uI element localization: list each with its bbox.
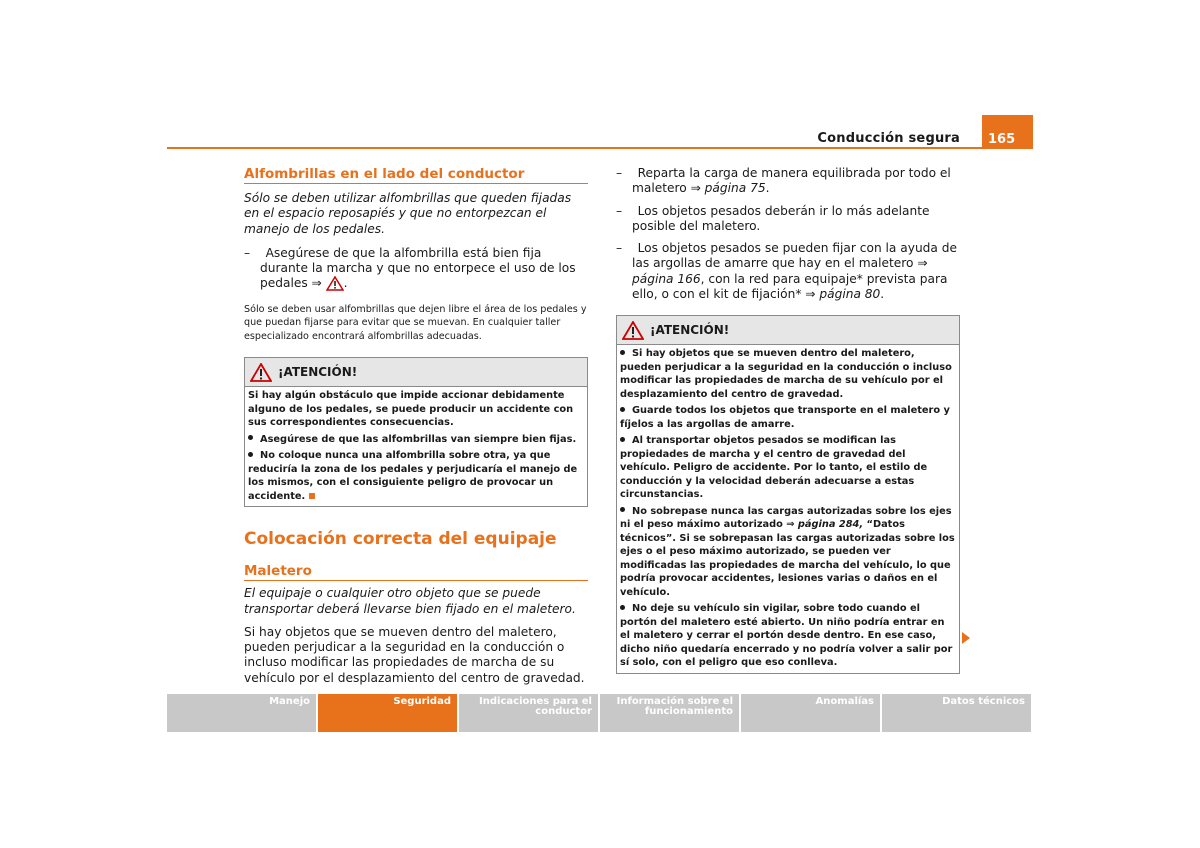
section-title-luggage: Colocación correcta del equipaje bbox=[244, 529, 557, 550]
bullet-icon bbox=[248, 452, 253, 457]
page-reference-link[interactable]: página 166 bbox=[632, 271, 701, 286]
nav-tab-manejo[interactable]: Manejo bbox=[167, 694, 316, 732]
warning-title: ¡ATENCIÓN! bbox=[278, 365, 358, 380]
warning-item: No coloque nunca una alfombrilla sobre otra, ya que reduciría la zona de los pedales y perjudicaría el manejo de los mismos, con el consiguiente peligro de provocar un accidente. bbox=[248, 450, 578, 502]
chapter-nav bbox=[167, 694, 1033, 732]
warning-title: ¡ATENCIÓN! bbox=[650, 323, 730, 338]
running-header-title: Conducción segura bbox=[817, 131, 960, 146]
trunk-intro: El equipaje o cualquier otro objeto que se puede transportar deberá llevarse bien fijado en el maletero. bbox=[244, 586, 576, 616]
warning-box-luggage bbox=[616, 315, 960, 674]
nav-tab-datos-tecnicos[interactable]: Datos técnicos bbox=[882, 694, 1031, 732]
right-column bbox=[616, 166, 960, 674]
bullet-icon bbox=[248, 435, 253, 440]
warning-intro: Si hay algún obstáculo que impide accionar debidamente alguno de los pedales, se puede producir un accidente con sus correspondientes consecuencias. bbox=[248, 390, 574, 429]
warning-header bbox=[245, 358, 587, 387]
warning-item: Al transportar objetos pesados se modifican las propiedades de marcha y el centro de gravedad del vehículo. Peligro de accidente. Por lo tanto, el estilo de conducción y la velocidad deberán adecuarse a estas circunstancias. bbox=[620, 435, 928, 501]
bullet-icon bbox=[620, 350, 625, 355]
trunk-step-2: – Los objetos pesados deberán ir lo más adelante posible del maletero. bbox=[616, 203, 930, 233]
page-reference-link[interactable]: página 80 bbox=[819, 287, 881, 302]
nav-tab-seguridad[interactable]: Seguridad bbox=[318, 694, 457, 732]
floor-mats-note: Sólo se deben usar alfombrillas que dejen libre el área de los pedales y que puedan fijarse para evitar que se muevan. En cualquier taller especializado encontrará alfombrillas adecuadas. bbox=[244, 303, 587, 342]
warning-body bbox=[617, 345, 959, 673]
bullet-icon bbox=[620, 407, 625, 412]
warning-item: Asegúrese de que las alfombrillas van siempre bien fijas. bbox=[248, 433, 584, 447]
nav-tab-indicaciones[interactable]: Indicaciones para el conductor bbox=[459, 694, 598, 732]
warning-triangle-icon bbox=[250, 363, 272, 382]
warning-triangle-icon bbox=[622, 321, 644, 340]
section-title-floor-mats: Alfombrillas en el lado del conductor bbox=[244, 166, 588, 184]
left-column bbox=[244, 166, 588, 686]
trunk-step-3: – Los objetos pesados se pueden fijar con la ayuda de las argollas de amarre que hay en el maletero ⇒ página 166, con la red para equipaje* prevista para ello, o con el kit de fijación* ⇒ página 80. bbox=[616, 241, 957, 302]
trunk-body: Si hay objetos que se mueven dentro del maletero, pueden perjudicar a la seguridad en la conducción o incluso modificar las propiedades de marcha de su vehículo por el desplazamiento del centro de gravedad. bbox=[244, 624, 585, 685]
page-reference-link[interactable]: página 284, bbox=[797, 519, 864, 531]
nav-tab-informacion[interactable]: Información sobre el funcionamiento bbox=[600, 694, 739, 732]
warning-item: No deje su vehículo sin vigilar, sobre todo cuando el portón del maletero esté abierto. Un niño podría entrar en el maletero y cerrar el portón desde dentro. En ese caso, dicho niño quedaría encerrado y no podría volver a salir por sí solo, con el peligro que eso conlleva. bbox=[620, 603, 953, 669]
floor-mats-intro: Sólo se deben utilizar alfombrillas que queden fijadas en el espacio reposapiés y que no entorpezcan el manejo de los pedales. bbox=[244, 191, 572, 236]
bullet-icon bbox=[620, 507, 625, 512]
warning-body bbox=[245, 387, 587, 506]
warning-item: Guarde todos los objetos que transporte en el maletero y fíjelos a las argollas de amarre. bbox=[620, 405, 950, 430]
floor-mats-step: – Asegúrese de que la alfombrilla está bien fija durante la marcha y que no entorpece el uso de los pedales ⇒ . bbox=[244, 245, 576, 291]
warning-header bbox=[617, 316, 959, 345]
warning-item: No sobrepase nunca las cargas autorizadas sobre los ejes ni el peso máximo autorizado ⇒ página 284, “Datos técnicos”. Si se sobrepasan las cargas autorizadas sobre los ejes o el peso máximo autorizado, se pueden ver modificadas las propiedades de marcha del vehículo, lo que podría provocar accidentes, lesiones varias o daños en el vehículo. bbox=[620, 505, 955, 598]
bullet-icon bbox=[620, 437, 625, 442]
warning-item: Si hay objetos que se mueven dentro del maletero, pueden perjudicar a la seguridad en la conducción o incluso modificar las propiedades de marcha de su vehículo por el desplazamiento del centro de gravedad. bbox=[620, 348, 952, 400]
subsection-title-trunk: Maletero bbox=[244, 563, 588, 581]
trunk-step-1: – Reparta la carga de manera equilibrada por todo el maletero ⇒ página 75. bbox=[616, 166, 951, 196]
end-mark-icon bbox=[309, 493, 315, 499]
warning-triangle-icon bbox=[326, 276, 344, 291]
nav-tab-anomalias[interactable]: Anomalías bbox=[741, 694, 880, 732]
header-rule bbox=[167, 147, 1033, 149]
bullet-icon bbox=[620, 605, 625, 610]
page-reference-link[interactable]: página 75 bbox=[704, 181, 766, 196]
page-number: 165 bbox=[982, 115, 1033, 149]
next-page-arrow-icon[interactable] bbox=[962, 632, 970, 644]
warning-box-floor-mats bbox=[244, 357, 588, 507]
